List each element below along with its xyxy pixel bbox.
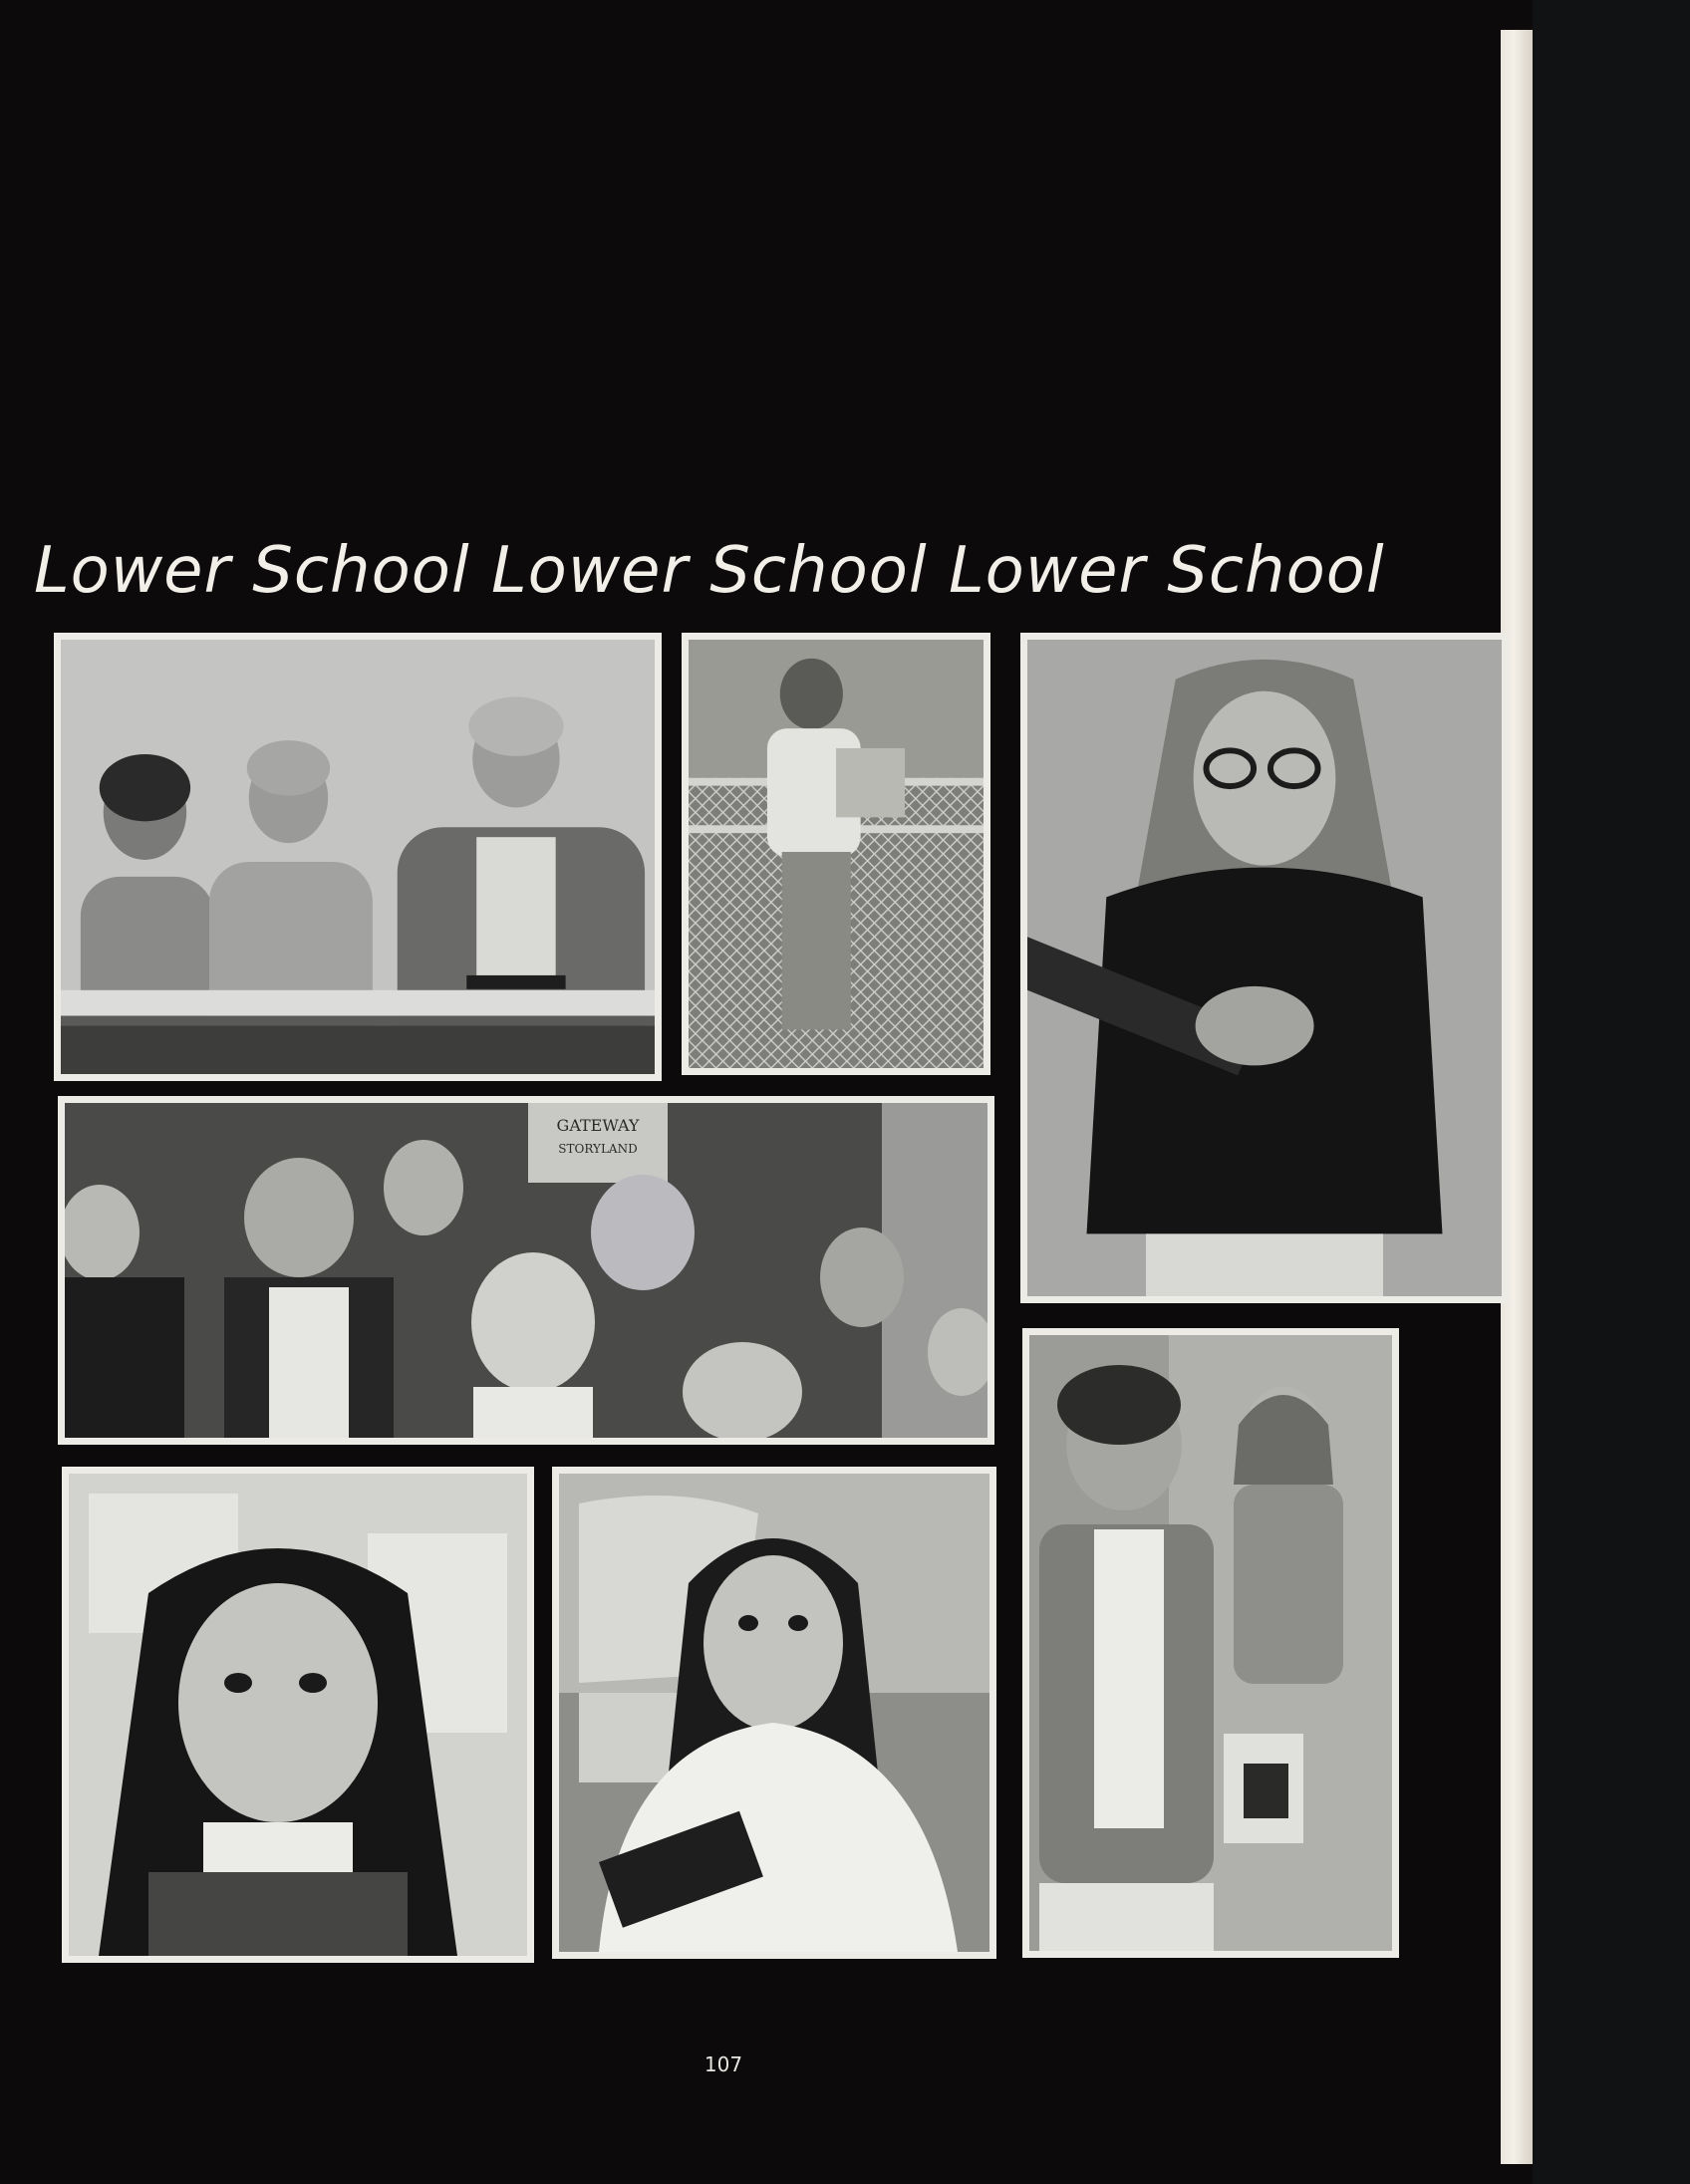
child-on-fence-photo bbox=[682, 633, 990, 1075]
girl-with-glasses-photo bbox=[1020, 633, 1509, 1303]
girl-with-book-photo bbox=[552, 1467, 996, 1959]
boy-and-girl-photo bbox=[1022, 1328, 1399, 1958]
outer-margin bbox=[1533, 0, 1690, 2184]
poster-text: GATEWAY bbox=[556, 1116, 640, 1135]
page-number: 107 bbox=[704, 2052, 743, 2076]
section-heading: Lower School Lower School Lower School bbox=[34, 534, 1385, 608]
three-boys-at-railing-photo bbox=[54, 633, 662, 1081]
group-of-children-photo bbox=[58, 1096, 994, 1445]
girl-dark-hair-photo bbox=[62, 1467, 534, 1963]
svg-text:STORYLAND: STORYLAND bbox=[558, 1142, 638, 1156]
